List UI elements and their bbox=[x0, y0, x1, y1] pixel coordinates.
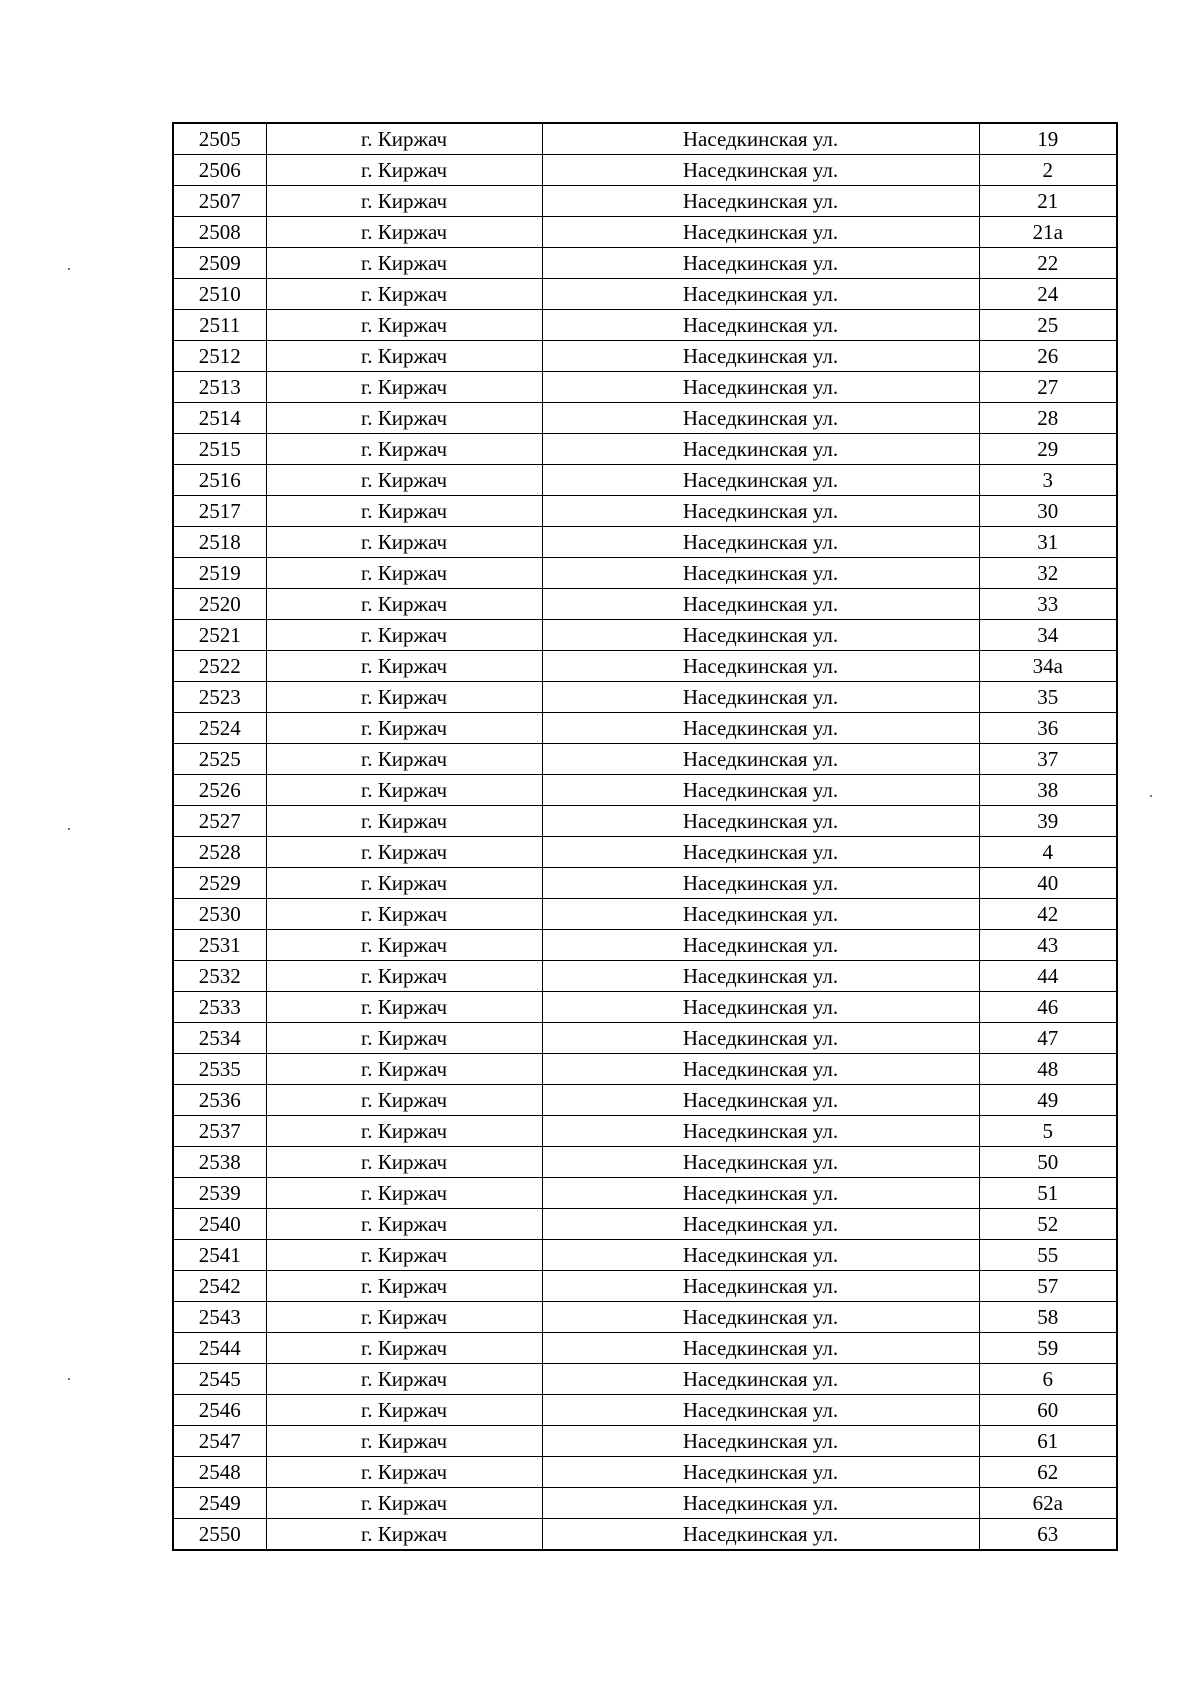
city-cell: г. Киржач bbox=[266, 217, 542, 248]
city-cell: г. Киржач bbox=[266, 1271, 542, 1302]
scan-speck bbox=[68, 1378, 70, 1380]
street-cell: Наседкинская ул. bbox=[542, 1178, 979, 1209]
house-number-cell: 34 bbox=[979, 620, 1117, 651]
house-number-cell: 6 bbox=[979, 1364, 1117, 1395]
street-cell: Наседкинская ул. bbox=[542, 1457, 979, 1488]
house-number-cell: 22 bbox=[979, 248, 1117, 279]
street-cell: Наседкинская ул. bbox=[542, 155, 979, 186]
house-number-cell: 63 bbox=[979, 1519, 1117, 1551]
record-number-cell: 2513 bbox=[173, 372, 266, 403]
house-number-cell: 49 bbox=[979, 1085, 1117, 1116]
street-cell: Наседкинская ул. bbox=[542, 372, 979, 403]
record-number-cell: 2543 bbox=[173, 1302, 266, 1333]
city-cell: г. Киржач bbox=[266, 527, 542, 558]
table-row bbox=[173, 558, 1117, 589]
city-cell: г. Киржач bbox=[266, 155, 542, 186]
table-row bbox=[173, 1488, 1117, 1519]
record-number-cell: 2545 bbox=[173, 1364, 266, 1395]
record-number-cell: 2522 bbox=[173, 651, 266, 682]
street-cell: Наседкинская ул. bbox=[542, 123, 979, 155]
table-row bbox=[173, 1240, 1117, 1271]
street-cell: Наседкинская ул. bbox=[542, 837, 979, 868]
house-number-cell: 52 bbox=[979, 1209, 1117, 1240]
city-cell: г. Киржач bbox=[266, 1488, 542, 1519]
street-cell: Наседкинская ул. bbox=[542, 496, 979, 527]
house-number-cell: 32 bbox=[979, 558, 1117, 589]
table-row bbox=[173, 651, 1117, 682]
city-cell: г. Киржач bbox=[266, 1457, 542, 1488]
street-cell: Наседкинская ул. bbox=[542, 1054, 979, 1085]
table-row bbox=[173, 1395, 1117, 1426]
record-number-cell: 2528 bbox=[173, 837, 266, 868]
record-number-cell: 2541 bbox=[173, 1240, 266, 1271]
city-cell: г. Киржач bbox=[266, 1178, 542, 1209]
record-number-cell: 2550 bbox=[173, 1519, 266, 1551]
house-number-cell: 34а bbox=[979, 651, 1117, 682]
table-row bbox=[173, 1457, 1117, 1488]
house-number-cell: 26 bbox=[979, 341, 1117, 372]
city-cell: г. Киржач bbox=[266, 1333, 542, 1364]
record-number-cell: 2520 bbox=[173, 589, 266, 620]
table-row bbox=[173, 1519, 1117, 1551]
street-cell: Наседкинская ул. bbox=[542, 806, 979, 837]
street-cell: Наседкинская ул. bbox=[542, 713, 979, 744]
record-number-cell: 2519 bbox=[173, 558, 266, 589]
record-number-cell: 2521 bbox=[173, 620, 266, 651]
house-number-cell: 28 bbox=[979, 403, 1117, 434]
record-number-cell: 2547 bbox=[173, 1426, 266, 1457]
table-row bbox=[173, 527, 1117, 558]
street-cell: Наседкинская ул. bbox=[542, 1364, 979, 1395]
table-row bbox=[173, 713, 1117, 744]
city-cell: г. Киржач bbox=[266, 1054, 542, 1085]
table-row bbox=[173, 1023, 1117, 1054]
house-number-cell: 31 bbox=[979, 527, 1117, 558]
record-number-cell: 2506 bbox=[173, 155, 266, 186]
house-number-cell: 3 bbox=[979, 465, 1117, 496]
house-number-cell: 5 bbox=[979, 1116, 1117, 1147]
record-number-cell: 2548 bbox=[173, 1457, 266, 1488]
house-number-cell: 61 bbox=[979, 1426, 1117, 1457]
city-cell: г. Киржач bbox=[266, 310, 542, 341]
house-number-cell: 57 bbox=[979, 1271, 1117, 1302]
house-number-cell: 44 bbox=[979, 961, 1117, 992]
street-cell: Наседкинская ул. bbox=[542, 620, 979, 651]
street-cell: Наседкинская ул. bbox=[542, 589, 979, 620]
house-number-cell: 47 bbox=[979, 1023, 1117, 1054]
house-number-cell: 4 bbox=[979, 837, 1117, 868]
record-number-cell: 2531 bbox=[173, 930, 266, 961]
city-cell: г. Киржач bbox=[266, 1426, 542, 1457]
house-number-cell: 43 bbox=[979, 930, 1117, 961]
street-cell: Наседкинская ул. bbox=[542, 744, 979, 775]
record-number-cell: 2546 bbox=[173, 1395, 266, 1426]
record-number-cell: 2533 bbox=[173, 992, 266, 1023]
record-number-cell: 2512 bbox=[173, 341, 266, 372]
table-row bbox=[173, 155, 1117, 186]
street-cell: Наседкинская ул. bbox=[542, 1271, 979, 1302]
street-cell: Наседкинская ул. bbox=[542, 217, 979, 248]
street-cell: Наседкинская ул. bbox=[542, 775, 979, 806]
table-row bbox=[173, 1116, 1117, 1147]
table-row bbox=[173, 403, 1117, 434]
record-number-cell: 2535 bbox=[173, 1054, 266, 1085]
city-cell: г. Киржач bbox=[266, 403, 542, 434]
city-cell: г. Киржач bbox=[266, 1395, 542, 1426]
street-cell: Наседкинская ул. bbox=[542, 341, 979, 372]
street-cell: Наседкинская ул. bbox=[542, 527, 979, 558]
street-cell: Наседкинская ул. bbox=[542, 1147, 979, 1178]
table-row bbox=[173, 123, 1117, 155]
house-number-cell: 33 bbox=[979, 589, 1117, 620]
street-cell: Наседкинская ул. bbox=[542, 310, 979, 341]
street-cell: Наседкинская ул. bbox=[542, 868, 979, 899]
city-cell: г. Киржач bbox=[266, 713, 542, 744]
city-cell: г. Киржач bbox=[266, 930, 542, 961]
house-number-cell: 55 bbox=[979, 1240, 1117, 1271]
city-cell: г. Киржач bbox=[266, 186, 542, 217]
city-cell: г. Киржач bbox=[266, 434, 542, 465]
city-cell: г. Киржач bbox=[266, 123, 542, 155]
table-row bbox=[173, 279, 1117, 310]
record-number-cell: 2549 bbox=[173, 1488, 266, 1519]
house-number-cell: 62 bbox=[979, 1457, 1117, 1488]
house-number-cell: 19 bbox=[979, 123, 1117, 155]
street-cell: Наседкинская ул. bbox=[542, 465, 979, 496]
house-number-cell: 35 bbox=[979, 682, 1117, 713]
record-number-cell: 2515 bbox=[173, 434, 266, 465]
street-cell: Наседкинская ул. bbox=[542, 248, 979, 279]
house-number-cell: 27 bbox=[979, 372, 1117, 403]
city-cell: г. Киржач bbox=[266, 992, 542, 1023]
city-cell: г. Киржач bbox=[266, 620, 542, 651]
table-row bbox=[173, 837, 1117, 868]
city-cell: г. Киржач bbox=[266, 1364, 542, 1395]
street-cell: Наседкинская ул. bbox=[542, 1488, 979, 1519]
city-cell: г. Киржач bbox=[266, 744, 542, 775]
city-cell: г. Киржач bbox=[266, 372, 542, 403]
table-row bbox=[173, 1178, 1117, 1209]
street-cell: Наседкинская ул. bbox=[542, 899, 979, 930]
table-row bbox=[173, 1271, 1117, 1302]
table-row bbox=[173, 1054, 1117, 1085]
street-cell: Наседкинская ул. bbox=[542, 1302, 979, 1333]
record-number-cell: 2536 bbox=[173, 1085, 266, 1116]
record-number-cell: 2526 bbox=[173, 775, 266, 806]
city-cell: г. Киржач bbox=[266, 1023, 542, 1054]
house-number-cell: 29 bbox=[979, 434, 1117, 465]
table-row bbox=[173, 868, 1117, 899]
house-number-cell: 39 bbox=[979, 806, 1117, 837]
street-cell: Наседкинская ул. bbox=[542, 1209, 979, 1240]
city-cell: г. Киржач bbox=[266, 775, 542, 806]
city-cell: г. Киржач bbox=[266, 341, 542, 372]
house-number-cell: 21 bbox=[979, 186, 1117, 217]
city-cell: г. Киржач bbox=[266, 868, 542, 899]
house-number-cell: 59 bbox=[979, 1333, 1117, 1364]
record-number-cell: 2514 bbox=[173, 403, 266, 434]
house-number-cell: 58 bbox=[979, 1302, 1117, 1333]
city-cell: г. Киржач bbox=[266, 1116, 542, 1147]
table-row bbox=[173, 1364, 1117, 1395]
table-row bbox=[173, 775, 1117, 806]
table-row bbox=[173, 1302, 1117, 1333]
scan-speck bbox=[68, 828, 70, 830]
record-number-cell: 2523 bbox=[173, 682, 266, 713]
table-row bbox=[173, 682, 1117, 713]
house-number-cell: 25 bbox=[979, 310, 1117, 341]
table-row bbox=[173, 589, 1117, 620]
house-number-cell: 50 bbox=[979, 1147, 1117, 1178]
city-cell: г. Киржач bbox=[266, 1085, 542, 1116]
house-number-cell: 62а bbox=[979, 1488, 1117, 1519]
house-number-cell: 46 bbox=[979, 992, 1117, 1023]
city-cell: г. Киржач bbox=[266, 589, 542, 620]
street-cell: Наседкинская ул. bbox=[542, 651, 979, 682]
record-number-cell: 2542 bbox=[173, 1271, 266, 1302]
table-row bbox=[173, 930, 1117, 961]
house-number-cell: 38 bbox=[979, 775, 1117, 806]
city-cell: г. Киржач bbox=[266, 496, 542, 527]
city-cell: г. Киржач bbox=[266, 279, 542, 310]
city-cell: г. Киржач bbox=[266, 1302, 542, 1333]
record-number-cell: 2527 bbox=[173, 806, 266, 837]
record-number-cell: 2518 bbox=[173, 527, 266, 558]
house-number-cell: 36 bbox=[979, 713, 1117, 744]
house-number-cell: 24 bbox=[979, 279, 1117, 310]
record-number-cell: 2529 bbox=[173, 868, 266, 899]
house-number-cell: 60 bbox=[979, 1395, 1117, 1426]
record-number-cell: 2517 bbox=[173, 496, 266, 527]
record-number-cell: 2532 bbox=[173, 961, 266, 992]
house-number-cell: 2 bbox=[979, 155, 1117, 186]
record-number-cell: 2544 bbox=[173, 1333, 266, 1364]
table-row bbox=[173, 1426, 1117, 1457]
city-cell: г. Киржач bbox=[266, 837, 542, 868]
table-row bbox=[173, 372, 1117, 403]
house-number-cell: 37 bbox=[979, 744, 1117, 775]
record-number-cell: 2540 bbox=[173, 1209, 266, 1240]
record-number-cell: 2530 bbox=[173, 899, 266, 930]
table-row bbox=[173, 248, 1117, 279]
street-cell: Наседкинская ул. bbox=[542, 1333, 979, 1364]
record-number-cell: 2511 bbox=[173, 310, 266, 341]
record-number-cell: 2538 bbox=[173, 1147, 266, 1178]
city-cell: г. Киржач bbox=[266, 465, 542, 496]
street-cell: Наседкинская ул. bbox=[542, 434, 979, 465]
city-cell: г. Киржач bbox=[266, 558, 542, 589]
street-cell: Наседкинская ул. bbox=[542, 1395, 979, 1426]
table-row bbox=[173, 341, 1117, 372]
table-row bbox=[173, 1333, 1117, 1364]
city-cell: г. Киржач bbox=[266, 806, 542, 837]
record-number-cell: 2507 bbox=[173, 186, 266, 217]
record-number-cell: 2509 bbox=[173, 248, 266, 279]
record-number-cell: 2505 bbox=[173, 123, 266, 155]
record-number-cell: 2537 bbox=[173, 1116, 266, 1147]
address-table bbox=[172, 122, 1118, 1551]
table-row bbox=[173, 899, 1117, 930]
city-cell: г. Киржач bbox=[266, 682, 542, 713]
street-cell: Наседкинская ул. bbox=[542, 186, 979, 217]
record-number-cell: 2525 bbox=[173, 744, 266, 775]
street-cell: Наседкинская ул. bbox=[542, 1426, 979, 1457]
table-row bbox=[173, 496, 1117, 527]
street-cell: Наседкинская ул. bbox=[542, 1116, 979, 1147]
record-number-cell: 2534 bbox=[173, 1023, 266, 1054]
scan-speck bbox=[68, 268, 70, 270]
city-cell: г. Киржач bbox=[266, 1240, 542, 1271]
table-row bbox=[173, 434, 1117, 465]
city-cell: г. Киржач bbox=[266, 1147, 542, 1178]
table-row bbox=[173, 961, 1117, 992]
house-number-cell: 40 bbox=[979, 868, 1117, 899]
record-number-cell: 2508 bbox=[173, 217, 266, 248]
street-cell: Наседкинская ул. bbox=[542, 961, 979, 992]
table-row bbox=[173, 465, 1117, 496]
street-cell: Наседкинская ул. bbox=[542, 682, 979, 713]
address-table-body bbox=[173, 123, 1117, 1550]
scan-speck bbox=[1150, 795, 1152, 797]
city-cell: г. Киржач bbox=[266, 899, 542, 930]
house-number-cell: 42 bbox=[979, 899, 1117, 930]
street-cell: Наседкинская ул. bbox=[542, 1023, 979, 1054]
table-row bbox=[173, 217, 1117, 248]
city-cell: г. Киржач bbox=[266, 651, 542, 682]
city-cell: г. Киржач bbox=[266, 1209, 542, 1240]
street-cell: Наседкинская ул. bbox=[542, 558, 979, 589]
table-row bbox=[173, 620, 1117, 651]
table-row bbox=[173, 744, 1117, 775]
city-cell: г. Киржач bbox=[266, 1519, 542, 1551]
street-cell: Наседкинская ул. bbox=[542, 403, 979, 434]
table-row bbox=[173, 310, 1117, 341]
street-cell: Наседкинская ул. bbox=[542, 992, 979, 1023]
record-number-cell: 2510 bbox=[173, 279, 266, 310]
house-number-cell: 21а bbox=[979, 217, 1117, 248]
record-number-cell: 2539 bbox=[173, 1178, 266, 1209]
table-row bbox=[173, 186, 1117, 217]
street-cell: Наседкинская ул. bbox=[542, 1240, 979, 1271]
city-cell: г. Киржач bbox=[266, 961, 542, 992]
table-row bbox=[173, 1209, 1117, 1240]
record-number-cell: 2524 bbox=[173, 713, 266, 744]
house-number-cell: 51 bbox=[979, 1178, 1117, 1209]
street-cell: Наседкинская ул. bbox=[542, 1519, 979, 1551]
house-number-cell: 30 bbox=[979, 496, 1117, 527]
table-row bbox=[173, 1085, 1117, 1116]
house-number-cell: 48 bbox=[979, 1054, 1117, 1085]
record-number-cell: 2516 bbox=[173, 465, 266, 496]
table-row bbox=[173, 806, 1117, 837]
city-cell: г. Киржач bbox=[266, 248, 542, 279]
street-cell: Наседкинская ул. bbox=[542, 1085, 979, 1116]
table-row bbox=[173, 992, 1117, 1023]
street-cell: Наседкинская ул. bbox=[542, 279, 979, 310]
street-cell: Наседкинская ул. bbox=[542, 930, 979, 961]
table-row bbox=[173, 1147, 1117, 1178]
